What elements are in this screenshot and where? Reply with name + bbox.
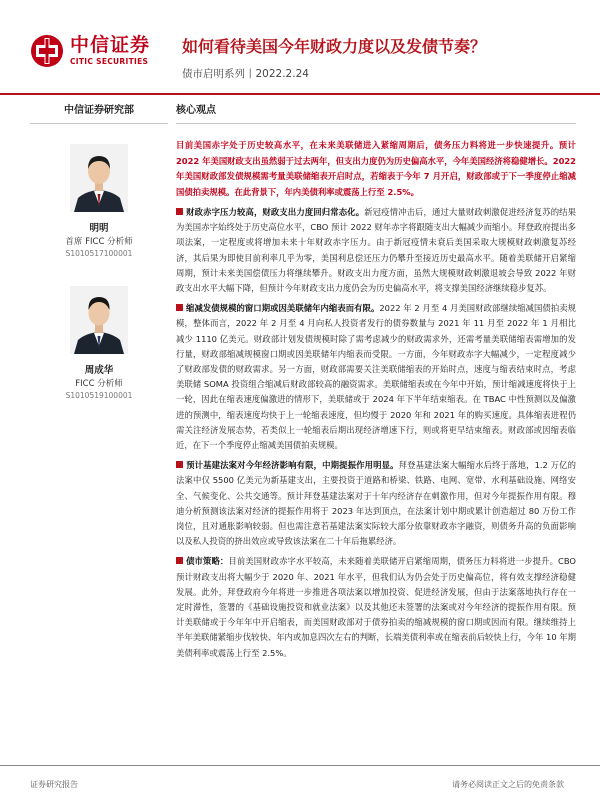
summary-text: 目前美国赤字处于历史较高水平，在未来美联储进入紧缩周期后，债务压力料将进一步快速提升。预计 2022 年美国财政支出虽然弱于过去两年，但支出力度仍为历史偏高水平，今年美国经济将稳健增长。2022 年美国财政部发债规模需考量美联储缩表开启时点，若缩表于今年 7 月开启，财政部或于下一季度停止缩减国债拍卖规模。在此背景下，年内美债利率或震荡上行至 2.5%。	[176, 140, 576, 197]
footer-disclaimer: 请务必阅读正文之后的免责条款	[452, 780, 564, 789]
header-divider	[0, 93, 600, 95]
viewpoint-paragraph	[176, 554, 576, 660]
footer-divider	[0, 765, 600, 766]
square-bullet-icon	[176, 304, 183, 311]
viewpoint-paragraph	[176, 205, 576, 296]
square-bullet-icon	[176, 557, 183, 564]
analyst-role: 首席 FICC 分析师	[65, 237, 133, 247]
paragraph-heading: 财政赤字压力较高，财政支出力度回归常态化。	[186, 207, 365, 217]
analyst-license-id: S1010517100001	[65, 249, 133, 258]
page-footer	[0, 765, 600, 800]
square-bullet-icon	[176, 461, 183, 468]
square-bullet-icon	[176, 208, 183, 215]
paragraph-heading: 债市策略：	[186, 556, 229, 567]
report-title: 如何看待美国今年财政力度以及发债节奏？	[182, 37, 487, 56]
footer-report-type: 证券研究报告	[30, 780, 78, 789]
paragraph-body: 目前美国财政赤字水平较高，未来随着美联储开启紧缩周期，债务压力料将进一步提升。CBO 预计财政支出将大幅少于 2020 年、2021 年水平，但我们认为仍会处于历史偏高位，将有效支撑经济稳健发展。此外，拜登政府今年将进一步推进各项法案以增加投资、促进经济发展，但由于法案落地执行存在一定时滞性，签署的《基础设施投资和就业法案》以及其他还未签署的法案或对今年经济的提振作用有限。预计美联储或于今年年中开启缩表，而美国财政部对于债券拍卖的缩减规模的窗口期或因而有限。继续维持上半年美联储紧缩步伐较快、年内或加息四次左右的判断，长端美债利率或在缩表前后较快上行，今年 10 年期美债利率或震荡上行至 2.5%。	[176, 556, 576, 658]
citic-logo	[30, 32, 172, 72]
analyst-name: 周成华	[84, 365, 114, 376]
report-header	[0, 0, 600, 96]
analyst-card	[30, 144, 168, 259]
logo-chinese-text: 中信证券	[70, 34, 151, 56]
analyst-role: FICC 分析师	[75, 379, 123, 389]
paragraph-body: 2022 年 2 月至 4 月美国财政部继续缩减国债拍卖规模，整体而言，2022 年 2 月至 4 月向私人投资者发行的债券数量与 2021 年 11 月至 2022 年 1 月相比减少 1110 亿美元。财政部计划发债规模时除了需考虑减少的财政需求外，还需考量美联储缩表需增加的发行量，财政部缩减规模窗口期或因美联储年内缩表而受限。一方面，今年财政赤字大幅减少，一定程度减少了财政部发债的财政需求。另一方面，财政部需要关注美联储缩表的开始时点，速度与缩表结束时点，考虑美联储 SOMA 投资组合缩减后财政部较高的融资需求。美联储缩表或在今年中开始，预计缩减速度将快于上一轮，因此在缩表速度偏激进的情形下，美联储或于 2024 年下半年结束缩表。在 TBAC 中性预测以及偏激进的预测中，缩表速度均快于上一轮缩表速度，但均慢于 2020 年和 2021 年的购买速度。具体缩表进程仍需关注经济发展态势，若类似上一轮缩表后期出现经济增速下行，则或将更早结束缩表。财政部或因缩表临近，在下一个季度停止缩减美国债拍卖规模。	[176, 303, 576, 451]
paragraph-heading: 预计基建法案对今年经济影响有限，中期提振作用明显。	[186, 460, 399, 471]
analyst-card	[30, 286, 168, 401]
analyst-portrait-icon	[70, 144, 128, 212]
logo-english-text: CITIC SECURITIES	[70, 57, 149, 66]
analyst-name: 明明	[89, 223, 109, 234]
analyst-sidebar	[30, 104, 168, 400]
citic-logo-icon	[30, 34, 64, 68]
paragraph-body: 拜登基建法案大幅缩水后终于落地，1.2 万亿的法案中仅 5500 亿美元为新基建支出，主要投资于道路和桥梁、铁路、电网、宽带、水利基础设施、网络安全、气候变化、公共交通等。预计拜登基建法案对于十年内经济存在刺激作用，但对今年提振作用有限。穆迪分析预测该法案对经济的提振作用将于 2023 年达到顶点，在法案计划中期或累计创造超过 80 万份工作岗位，且对通胀影响较弱。但也需注意若基建法案实际较大部分依靠财政赤字融资，则债务升高的负面影响以及私人投资的挤出效应或导致该法案在二十年后拖累经济。	[176, 460, 577, 547]
section-heading: 核心观点	[176, 104, 576, 124]
viewpoint-paragraph	[176, 301, 576, 453]
paragraph-body: 新冠疫情冲击后，通过大量财政刺激促进经济复苏的结果为美国赤字始终处于历史高位水平，CBO 预计 2022 财年赤字将跟随支出大幅减少而缩小。拜登政府提出多项法案，一定程度或将增加未来十年财政赤字压力。由于新冠疫情未衰后美国采取大规模财政刺激复苏经济，其后果为即使目前利率几乎为零，美国利息偿还压力仍攀升至接近历史最高水平。随着美联储开启紧缩周期，预计未来美国偿债压力将继续攀升。财政支出力度方面，虽然大规模财政刺激退坡会导致 2022 年财政支出水平大幅下降，但预计今年财政支出力度仍会为历史偏高水平，将支撑美国经济继续稳步复苏。	[176, 207, 577, 294]
core-views-section	[176, 104, 576, 661]
analyst-portrait-icon	[70, 286, 128, 354]
sidebar-heading: 中信证券研究部	[30, 104, 168, 124]
viewpoint-paragraph	[176, 458, 576, 549]
analyst-license-id: S1010519100001	[65, 391, 133, 400]
paragraph-heading: 缩减发债规模的窗口期或因美联储年内缩表而有限。	[186, 303, 380, 314]
report-subtitle: 债市启明系列丨2022.2.24	[182, 68, 309, 80]
